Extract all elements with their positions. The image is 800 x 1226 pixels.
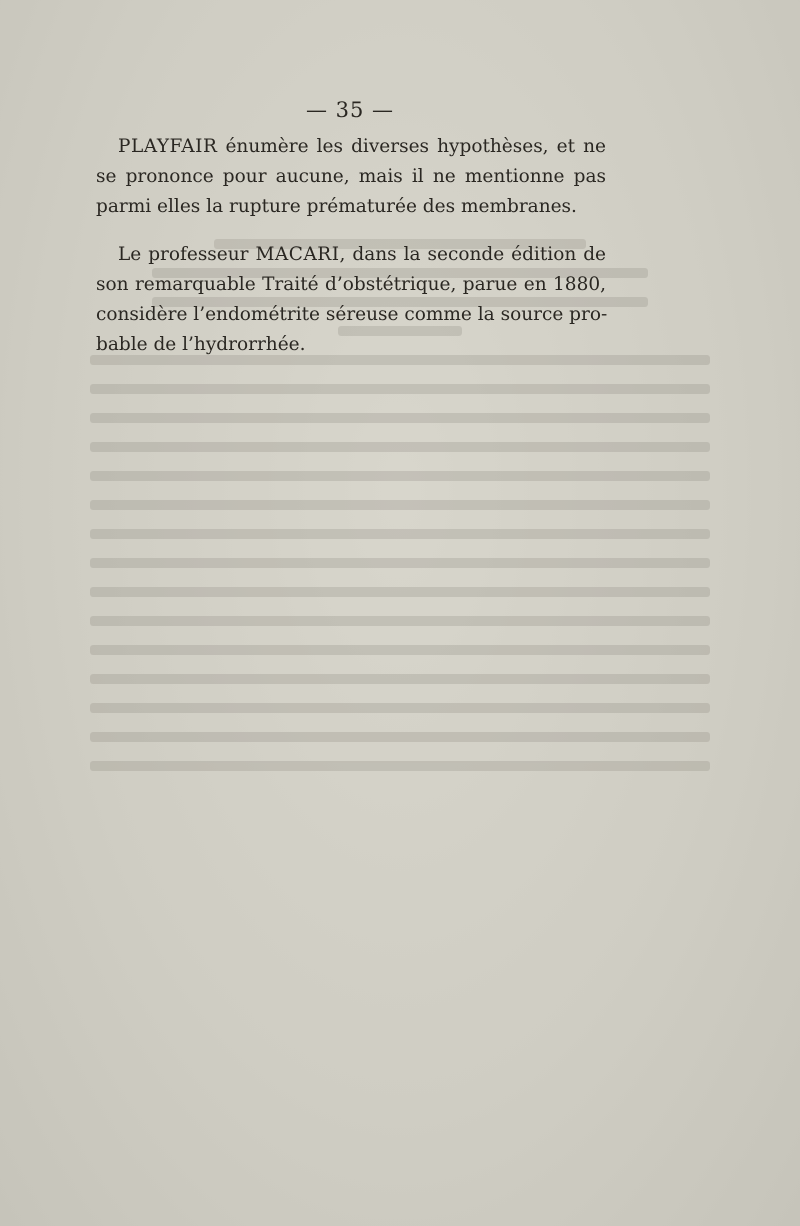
text-line: se prononce pour aucune, mais il ne mentionne pas <box>96 166 606 187</box>
page-number: — 35 — <box>305 98 395 122</box>
text-line: considère l’endométrite séreuse comme la source pro- <box>96 304 608 325</box>
text-line: Le professeur MACARI, dans la seconde édition de <box>118 244 607 265</box>
author-name: PLAYFAIR <box>118 136 218 157</box>
author-name: MACARI <box>255 244 340 265</box>
paragraph-macari <box>96 240 606 360</box>
text-line: parmi elles la rupture prématurée des membranes. <box>96 196 577 217</box>
text-line: son remarquable Traité d’obstétrique, parue en 1880, <box>96 274 606 295</box>
text-line: bable de l’hydrorrhée. <box>96 334 306 355</box>
text-line: PLAYFAIR énumère les diverses hypothèses, et ne <box>118 136 606 157</box>
paragraph-playfair <box>96 132 606 222</box>
